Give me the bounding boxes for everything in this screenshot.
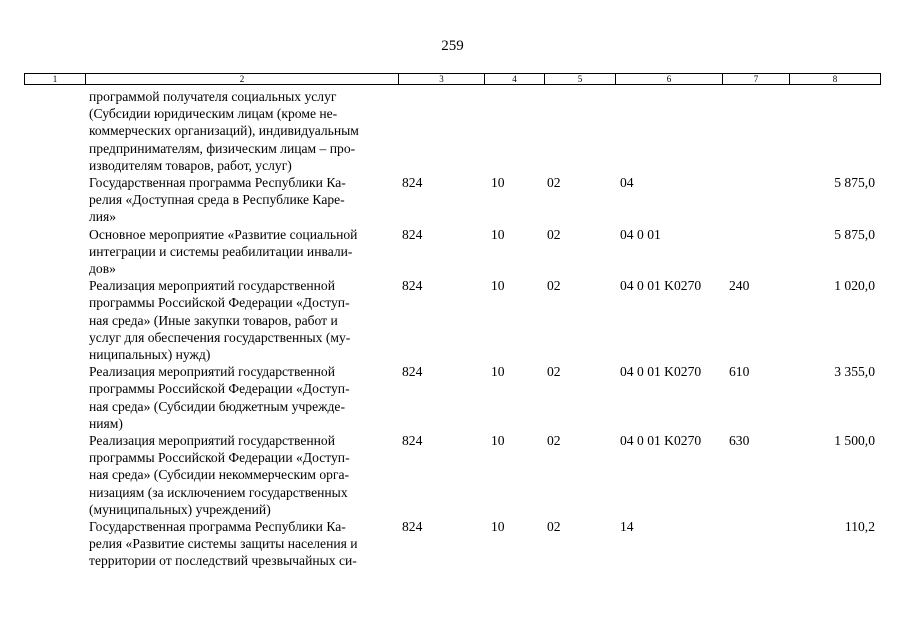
cell-expense-type: 240 [729, 278, 750, 294]
cell-name-line: релия «Развитие системы защиты населения и [89, 536, 358, 552]
cell-name-line: лия» [89, 209, 117, 225]
cell-name-line: интеграции и системы реабилитации инвали- [89, 243, 353, 259]
cell-amount: 110,2 [844, 519, 875, 535]
column-header: 2 [86, 74, 399, 85]
cell-target-article: 04 0 01 K0270 [620, 364, 702, 380]
cell-name-line: предпринимателям, физическим лицам – про- [89, 140, 356, 156]
cell-name [89, 518, 394, 570]
cell-name [89, 277, 394, 363]
cell-target-article: 04 0 01 K0270 [620, 433, 702, 449]
column-header-table [24, 73, 881, 85]
cell-name-line: ная среда» (Субсидии бюджетным учрежде- [89, 398, 345, 414]
cell-name-line: низациям (за исключением государственных [89, 484, 348, 500]
cell-target-article: 04 [620, 175, 634, 191]
cell-name-line: территории от последствий чрезвычайных си- [89, 553, 357, 569]
cell-code: 824 [402, 519, 423, 535]
cell-name-line: Государственная программа Республики Ка- [89, 175, 346, 191]
cell-name-line: Реализация мероприятий государственной [89, 433, 335, 449]
column-header: 1 [25, 74, 86, 85]
cell-subsection: 02 [547, 433, 561, 449]
cell-code: 824 [402, 226, 423, 242]
cell-name-line: ная среда» (Иные закупки товаров, работ и [89, 312, 338, 328]
cell-subsection: 02 [547, 364, 561, 380]
cell-name-line: (муниципальных) учреждений) [89, 501, 271, 517]
cell-name-line: программы Российской Федерации «Доступ- [89, 450, 350, 466]
cell-name [89, 226, 394, 278]
table-row [0, 88, 905, 174]
cell-code: 824 [402, 433, 423, 449]
cell-target-article: 04 0 01 [620, 226, 661, 242]
cell-name-line: программы Российской Федерации «Доступ- [89, 381, 350, 397]
cell-expense-type: 610 [729, 364, 750, 380]
cell-subsection: 02 [547, 175, 561, 191]
cell-section: 10 [491, 433, 505, 449]
cell-name-line: программой получателя социальных услуг [89, 89, 337, 104]
cell-amount: 1 020,0 [834, 278, 875, 294]
table-row [0, 226, 905, 278]
column-header: 8 [790, 74, 881, 85]
cell-code: 824 [402, 278, 423, 294]
cell-subsection: 02 [547, 226, 561, 242]
cell-name-line: ниям) [89, 415, 123, 431]
cell-subsection: 02 [547, 519, 561, 535]
cell-name-line: релия «Доступная среда в Республике Каре- [89, 192, 345, 208]
cell-section: 10 [491, 175, 505, 191]
cell-name-line: дов» [89, 261, 116, 277]
cell-name [89, 432, 394, 518]
cell-name-line: услуг для обеспечения государственных (му- [89, 329, 351, 345]
column-header-row [25, 74, 881, 85]
page-number: 259 [441, 38, 464, 54]
cell-target-article: 14 [620, 519, 634, 535]
cell-name-line: Реализация мероприятий государственной [89, 364, 335, 380]
cell-amount: 3 355,0 [834, 364, 875, 380]
cell-target-article: 04 0 01 K0270 [620, 278, 702, 294]
cell-subsection: 02 [547, 278, 561, 294]
table-row [0, 518, 905, 570]
cell-name-line: (Субсидии юридическим лицам (кроме не- [89, 106, 338, 122]
cell-name-line: ниципальных) нужд) [89, 347, 211, 363]
cell-name-line: Реализация мероприятий государственной [89, 278, 335, 294]
cell-section: 10 [491, 226, 505, 242]
cell-section: 10 [491, 519, 505, 535]
cell-name-line: Основное мероприятие «Развитие социальной [89, 226, 358, 242]
column-header: 4 [485, 74, 545, 85]
column-header: 6 [616, 74, 723, 85]
cell-name-line: Государственная программа Республики Ка- [89, 519, 346, 535]
cell-amount: 5 875,0 [834, 226, 875, 242]
column-header: 3 [399, 74, 485, 85]
table-row [0, 174, 905, 226]
cell-name [89, 88, 394, 174]
cell-name-line: коммерческих организаций), индивидуальным [89, 123, 359, 139]
cell-code: 824 [402, 364, 423, 380]
cell-section: 10 [491, 278, 505, 294]
table-row [0, 432, 905, 518]
cell-name-line: программы Российской Федерации «Доступ- [89, 295, 350, 311]
cell-name [89, 174, 394, 226]
cell-expense-type: 630 [729, 433, 750, 449]
table-row [0, 363, 905, 432]
column-header: 5 [545, 74, 616, 85]
cell-amount: 5 875,0 [834, 175, 875, 191]
cell-amount: 1 500,0 [834, 433, 875, 449]
table-row [0, 277, 905, 363]
column-header: 7 [723, 74, 790, 85]
cell-name-line: изводителям товаров, работ, услуг) [89, 157, 292, 173]
cell-code: 824 [402, 175, 423, 191]
cell-name-line: ная среда» (Субсидии некоммерческим орга- [89, 467, 350, 483]
cell-name [89, 363, 394, 432]
cell-section: 10 [491, 364, 505, 380]
budget-table-body [0, 88, 905, 570]
